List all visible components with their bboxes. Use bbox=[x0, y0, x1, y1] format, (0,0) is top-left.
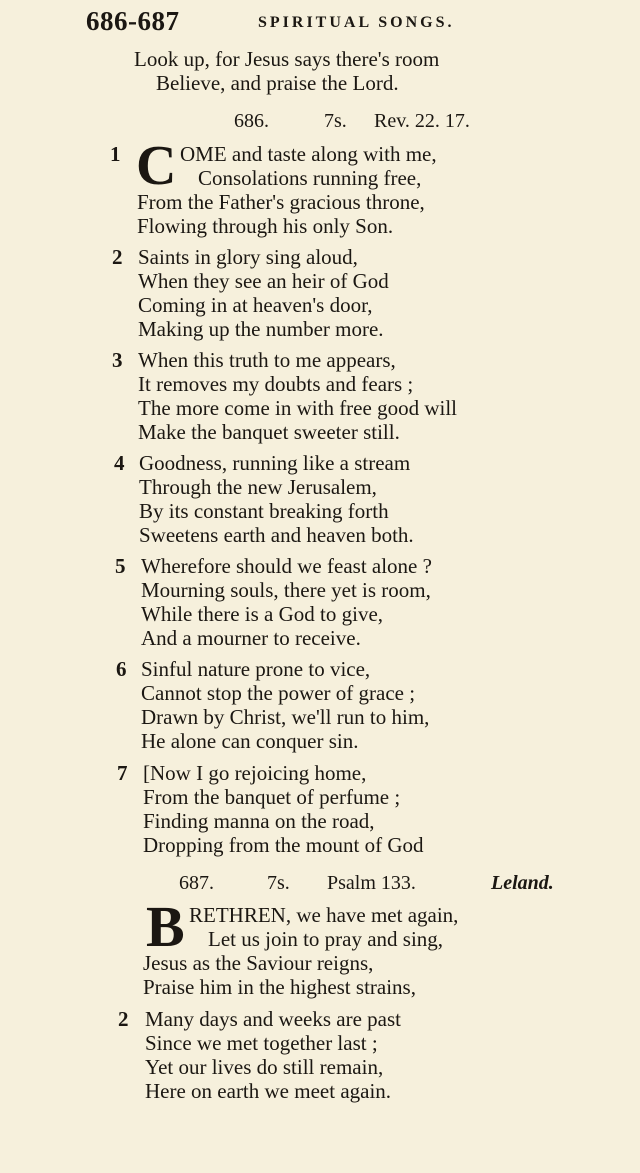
verse-line: Wherefore should we feast alone ? bbox=[141, 554, 432, 578]
verse-line: Jesus as the Saviour reigns, bbox=[143, 951, 374, 975]
verse-line: It removes my doubts and fears ; bbox=[138, 372, 414, 396]
page-header bbox=[86, 6, 606, 38]
verse-line: Making up the number more. bbox=[138, 317, 384, 341]
prev-hymn-line: Believe, and praise the Lord. bbox=[156, 71, 399, 95]
prev-hymn-line: Look up, for Jesus says there's room bbox=[134, 47, 440, 71]
verse-line: Sweetens earth and heaven both. bbox=[139, 523, 414, 547]
hymn-number: 687. bbox=[179, 872, 214, 894]
verse-line: By its constant breaking forth bbox=[139, 499, 389, 523]
hymn-meter: 7s. bbox=[324, 110, 347, 132]
verse-line: Finding manna on the road, bbox=[143, 809, 375, 833]
verse-line: Sinful nature prone to vice, bbox=[141, 657, 371, 681]
running-title: SPIRITUAL SONGS. bbox=[258, 14, 455, 31]
verse-number: 4 bbox=[114, 451, 125, 475]
verse-line: From the banquet of perfume ; bbox=[143, 785, 401, 809]
verse-line: OME and taste along with me, bbox=[180, 142, 437, 166]
verse-line: Let us join to pray and sing, bbox=[208, 927, 444, 951]
verse-number: 2 bbox=[118, 1007, 129, 1031]
verse-line: Mourning souls, there yet is room, bbox=[141, 578, 431, 602]
verse-number: 5 bbox=[115, 554, 126, 578]
verse-line: Many days and weeks are past bbox=[145, 1007, 401, 1031]
hymn-heading bbox=[234, 109, 534, 133]
drop-cap: C bbox=[136, 135, 177, 197]
verse-number: 7 bbox=[117, 761, 128, 785]
scripture-reference: Psalm 133. bbox=[327, 872, 416, 894]
tune-name: Leland. bbox=[491, 872, 554, 894]
verse-line: RETHREN, we have met again, bbox=[189, 903, 459, 927]
hymn-heading bbox=[179, 871, 589, 895]
verse-line: And a mourner to receive. bbox=[141, 626, 361, 650]
verse-line: While there is a God to give, bbox=[141, 602, 384, 626]
verse-line: Since we met together last ; bbox=[145, 1031, 378, 1055]
verse-number: 2 bbox=[112, 245, 123, 269]
verse-line: Praise him in the highest strains, bbox=[143, 975, 416, 999]
verse-line: When this truth to me appears, bbox=[138, 348, 396, 372]
verse-line: Yet our lives do still remain, bbox=[145, 1055, 384, 1079]
verse-number: 3 bbox=[112, 348, 123, 372]
verse-line: Through the new Jerusalem, bbox=[139, 475, 377, 499]
drop-cap: B bbox=[146, 894, 185, 959]
verse-line: Here on earth we meet again. bbox=[145, 1079, 392, 1103]
verse-line: Flowing through his only Son. bbox=[137, 214, 394, 238]
page-numbers: 686-687 bbox=[86, 6, 180, 36]
verse-line: Drawn by Christ, we'll run to him, bbox=[141, 705, 430, 729]
hymn-number: 686. bbox=[234, 110, 269, 132]
verse-line: Cannot stop the power of grace ; bbox=[141, 681, 416, 705]
verse-line: When they see an heir of God bbox=[138, 269, 389, 293]
scripture-reference: Rev. 22. 17. bbox=[374, 110, 470, 132]
verse-line: Consolations running free, bbox=[198, 166, 422, 190]
verse-line: Dropping from the mount of God bbox=[143, 833, 424, 857]
verse-number: 1 bbox=[110, 142, 121, 166]
verse-line: He alone can conquer sin. bbox=[141, 729, 359, 753]
verse-line: Goodness, running like a stream bbox=[139, 451, 411, 475]
verse-line: Saints in glory sing aloud, bbox=[138, 245, 358, 269]
verse-line: Coming in at heaven's door, bbox=[138, 293, 373, 317]
verse-line: From the Father's gracious throne, bbox=[137, 190, 425, 214]
verse-line: [Now I go rejoicing home, bbox=[143, 761, 367, 785]
verse-number: 6 bbox=[116, 657, 127, 681]
hymn-meter: 7s. bbox=[267, 872, 290, 894]
verse-line: Make the banquet sweeter still. bbox=[138, 420, 400, 444]
verse-line: The more come in with free good will bbox=[138, 396, 457, 420]
